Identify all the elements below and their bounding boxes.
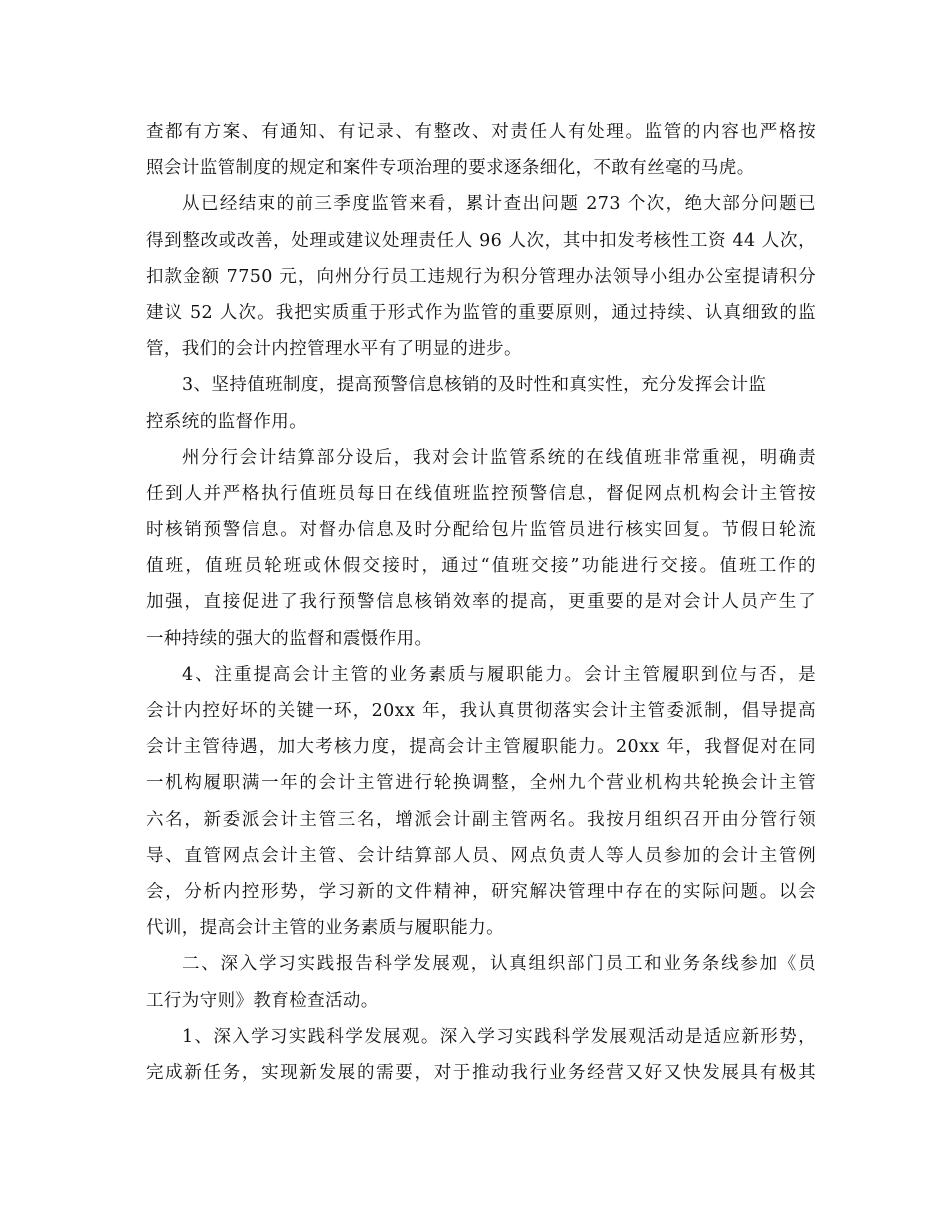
text-line: 1、深入学习实践科学发展观。深入学习实践科学发展观活动是适应新形势， — [182, 1026, 816, 1047]
text-line: 3、坚持值班制度，提高预警信息核销的及时性和真实性，充分发挥会计监 — [182, 375, 767, 396]
text-line: 扣款金额 7750 元，向州分行员工违规行为积分管理办法领导小组办公室提请积分 — [146, 266, 816, 287]
text-line: 代训，提高会计主管的业务素质与履职能力。 — [146, 918, 504, 939]
text-line: 会计内控好坏的关键一环，20xx 年，我认真贯彻落实会计主管委派制，倡导提高 — [146, 701, 816, 721]
text-line: 会，分析内控形势，学习新的文件精神，研究解决管理中存在的实际问题。以会 — [146, 881, 816, 902]
document-body — [146, 114, 816, 1091]
text-line: 查都有方案、有通知、有记录、有整改、对责任人有处理。监管的内容也严格按 — [146, 122, 816, 142]
text-line: 二、深入学习实践报告科学发展观，认真组织部门员工和业务条线参加《员 — [182, 954, 816, 975]
text-line: 一机构履职满一年的会计主管进行轮换调整，全州九个营业机构共轮换会计主管 — [146, 773, 816, 794]
text-line: 加强，直接促进了我行预警信息核销效率的提高，更重要的是对会计人员产生了 — [146, 592, 816, 613]
text-line: 4、注重提高会计主管的业务素质与履职能力。会计主管履职到位与否，是 — [182, 664, 816, 685]
text-line: 从已经结束的前三季度监管来看，累计查出问题 273 个次，绝大部分问题已 — [182, 194, 816, 215]
text-line: 管，我们的会计内控管理水平有了明显的进步。 — [146, 339, 522, 360]
text-line: 时核销预警信息。对督办信息及时分配给包片监管员进行核实回复。节假日轮流 — [146, 520, 816, 541]
text-line: 值班，值班员轮班或休假交接时，通过“值班交接”功能进行交接。值班工作的 — [146, 556, 816, 577]
text-line: 得到整改或改善，处理或建议处理责任人 96 人次，其中扣发考核性工资 44 人次， — [146, 230, 816, 251]
text-line: 建议 52 人次。我把实质重于形式作为监管的重要原则，通过持续、认真细致的监 — [146, 302, 816, 323]
text-line: 任到人并严格执行值班员每日在线值班监控预警信息，督促网点机构会计主管按 — [146, 483, 816, 504]
text-line: 完成新任务，实现新发展的需要，对于推动我行业务经营又好又快发展具有极其 — [146, 1062, 816, 1083]
text-line: 工行为守则》教育检查活动。 — [146, 990, 379, 1011]
text-line: 照会计监管制度的规定和案件专项治理的要求逐条细化，不敢有丝毫的马虎。 — [146, 158, 755, 179]
text-line: 导、直管网点会计主管、会计结算部人员、网点负责人等人员参加的会计主管例 — [146, 845, 816, 866]
text-line: 一种持续的强大的监督和震慑作用。 — [146, 628, 433, 649]
text-line: 六名，新委派会计主管三名，增派会计副主管两名。我按月组织召开由分管行领 — [146, 809, 816, 830]
text-line: 州分行会计结算部分设后，我对会计监管系统的在线值班非常重视，明确责 — [182, 447, 816, 468]
text-line: 会计主管待遇，加大考核力度，提高会计主管履职能力。20xx 年，我督促对在同 — [146, 737, 816, 758]
text-line: 控系统的监督作用。 — [146, 411, 308, 432]
